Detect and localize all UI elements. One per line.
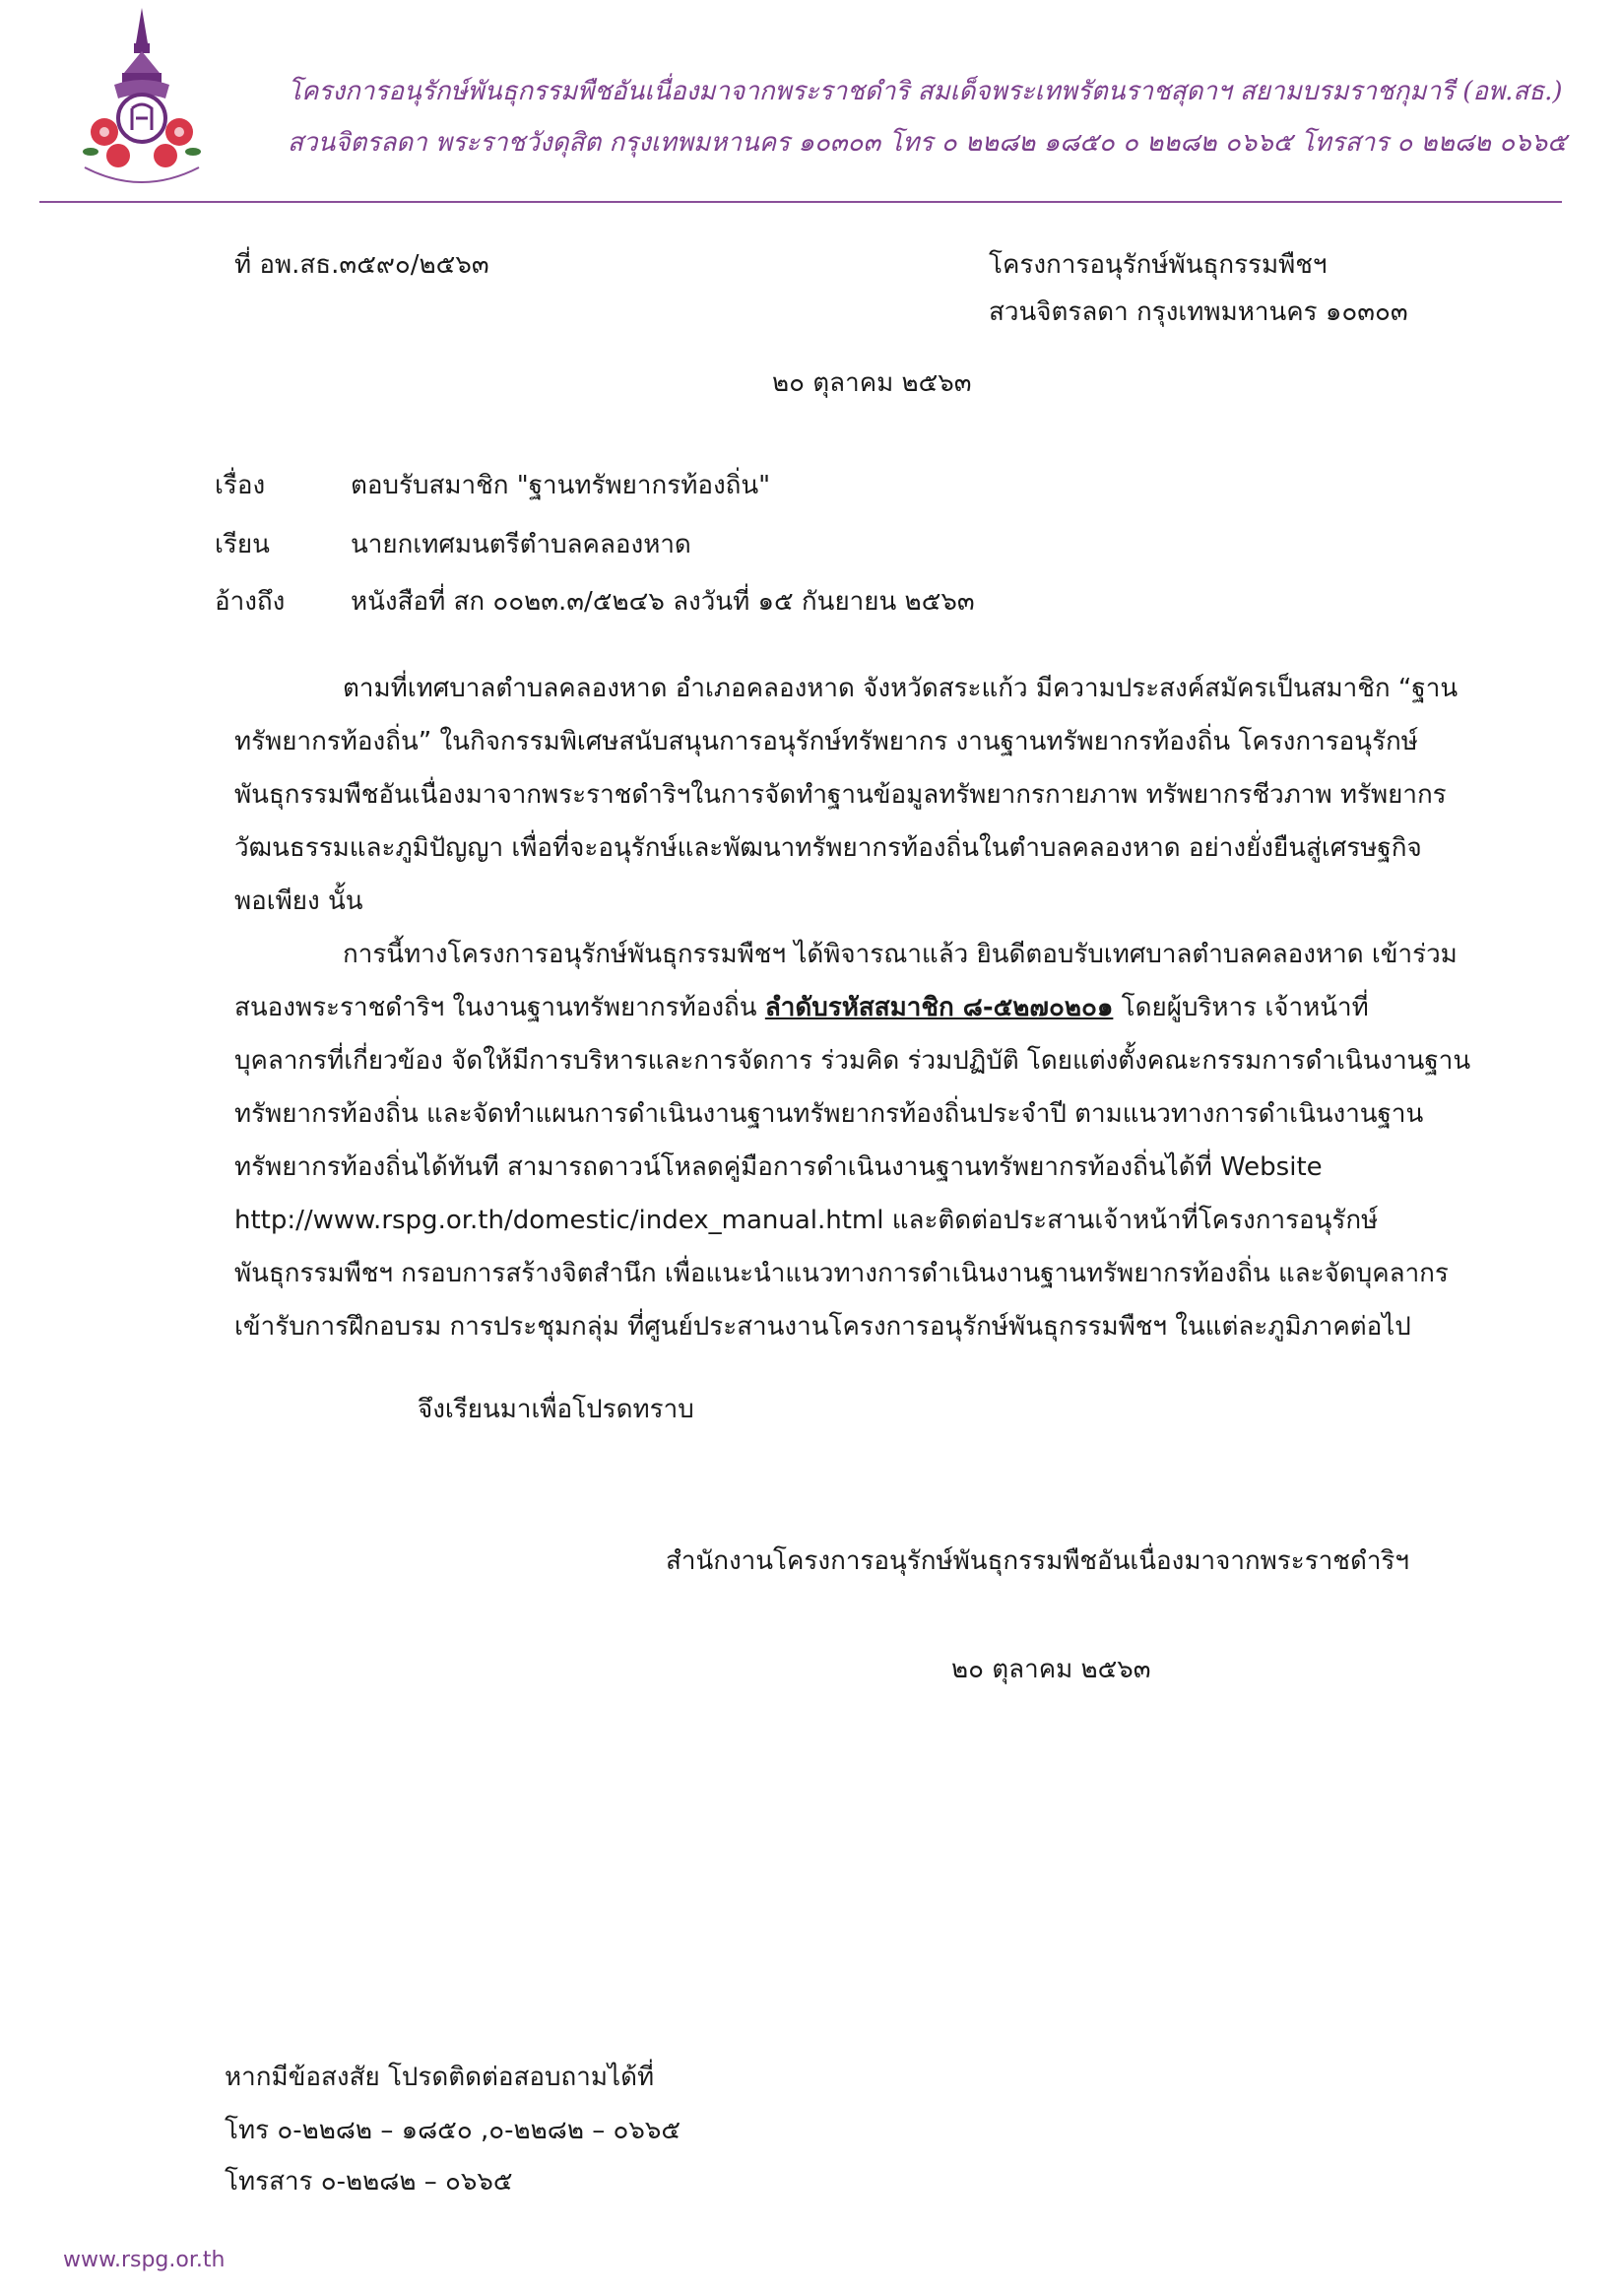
paragraph-1-line: ทรัพยากรท้องถิ่น” ในกิจกรรมพิเศษสนับสนุนการอนุรักษ์ทรัพยากร งานฐานทรัพยากรท้องถิ่น โครงการอนุรักษ์ — [234, 727, 1418, 756]
paragraph-1-line: ตามที่เทศบาลตำบลคลองหาด อำเภอคลองหาด จังหวัดสระแก้ว มีความประสงค์สมัครเป็นสมาชิก “ฐาน — [343, 674, 1459, 703]
contact-fax: โทรสาร ๐-๒๒๘๒ – ๐๖๖๕ — [225, 2167, 513, 2197]
closing-text: จึงเรียนมาเพื่อโปรดทราบ — [418, 1395, 694, 1424]
rspg-emblem-logo — [71, 4, 214, 201]
paragraph-2-line: การนี้ทางโครงการอนุรักษ์พันธุกรรมพืชฯ ได้พิจารณาแล้ว ยินดีตอบรับเทศบาลตำบลคลองหาด เข้าร่วม — [343, 940, 1458, 969]
paragraph-1-line: พันธุกรรมพืชอันเนื่องมาจากพระราชดำริฯในการจัดทำฐานข้อมูลทรัพยากรกายภาพ ทรัพยากรชีวภาพ ทรัพยากร — [234, 780, 1447, 810]
paragraph-2-text: สนองพระราชดำริฯ ในงานฐานทรัพยากรท้องถิ่น — [234, 993, 765, 1022]
reference-label: อ้างถึง — [215, 587, 286, 617]
reference-value: หนังสือที่ สก ๐๐๒๓.๓/๕๒๔๖ ลงวันที่ ๑๕ กันยายน ๒๕๖๓ — [351, 587, 975, 617]
paragraph-2-line: พันธุกรรมพืชฯ กรอบการสร้างจิตสำนึก เพื่อแนะนำแนวทางการดำเนินงานฐานทรัพยากรท้องถิ่น และจัดบุคลากร — [234, 1259, 1449, 1288]
recipient-label: เรียน — [215, 530, 270, 559]
subject-value: ตอบรับสมาชิก "ฐานทรัพยากรท้องถิ่น" — [351, 471, 771, 500]
document-number: ที่ อพ.สธ.๓๕๙๐/๒๕๖๓ — [234, 250, 489, 280]
signature-office: สำนักงานโครงการอนุรักษ์พันธุกรรมพืชอันเนื่องมาจากพระราชดำริฯ — [666, 1546, 1409, 1576]
subject-label: เรื่อง — [215, 471, 266, 500]
sender-line-2: สวนจิตรลดา กรุงเทพมหานคร ๑๐๓๐๓ — [989, 297, 1408, 327]
paragraph-2-line-membership — [234, 993, 1369, 1023]
paragraph-1-line: วัฒนธรรมและภูมิปัญญา เพื่อที่จะอนุรักษ์และพัฒนาทรัพยากรท้องถิ่นในตำบลคลองหาด อย่างยั่งยืนสู่เศรษฐกิจ — [234, 833, 1422, 863]
paragraph-2-line: ทรัพยากรท้องถิ่น และจัดทำแผนการดำเนินงานฐานทรัพยากรท้องถิ่นประจำปี ตามแนวทางการดำเนินงานฐาน — [234, 1099, 1424, 1129]
contact-phone: โทร ๐-๒๒๘๒ – ๑๘๕๐ ,๐-๒๒๘๒ – ๐๖๖๕ — [225, 2116, 681, 2145]
letterhead-line-2: สวนจิตรลดา พระราชวังดุสิต กรุงเทพมหานคร ๑๐๓๐๓ โทร ๐ ๒๒๘๒ ๑๘๕๐ ๐ ๒๒๘๒ ๐๖๖๕ โทรสาร ๐ ๒๒๘๒ ๐๖๖๕ — [288, 128, 1567, 158]
manual-url-line: http://www.rspg.or.th/domestic/index_manual.html และติดต่อประสานเจ้าหน้าที่โครงการอนุรักษ์ — [234, 1206, 1379, 1235]
royal-emblem-icon — [71, 4, 214, 201]
letterhead-line-1: โครงการอนุรักษ์พันธุกรรมพืชอันเนื่องมาจากพระราชดำริ สมเด็จพระเทพรัตนราชสุดาฯ สยามบรมราชกุมารี (อพ.สธ.) — [288, 77, 1563, 106]
paragraph-2-line: บุคลากรที่เกี่ยวข้อง จัดให้มีการบริหารและการจัดการ ร่วมคิด ร่วมปฏิบัติ โดยแต่งตั้งคณะกรรมการดำเนินงานฐาน — [234, 1046, 1471, 1076]
paragraph-1-line: พอเพียง นั้น — [234, 886, 363, 916]
letterhead-divider — [39, 201, 1562, 203]
recipient-value: นายกเทศมนตรีตำบลคลองหาด — [351, 530, 691, 559]
sender-line-1: โครงการอนุรักษ์พันธุกรรมพืชฯ — [989, 250, 1328, 280]
footer-website-link[interactable]: www.rspg.or.th — [63, 2248, 226, 2272]
contact-heading: หากมีข้อสงสัย โปรดติดต่อสอบถามได้ที่ — [225, 2063, 655, 2092]
paragraph-2-text: โดยผู้บริหาร เจ้าหน้าที่ — [1113, 993, 1369, 1022]
paragraph-2-line: เข้ารับการฝึกอบรม การประชุมกลุ่ม ที่ศูนย์ประสานงานโครงการอนุรักษ์พันธุกรรมพืชฯ ในแต่ละภูมิภาคต่อไป — [234, 1312, 1411, 1342]
membership-code: ลำดับรหัสสมาชิก ๘-๕๒๗๐๒๐๑ — [764, 993, 1114, 1022]
paragraph-2-line: ทรัพยากรท้องถิ่นได้ทันที สามารถดาวน์โหลดคู่มือการดำเนินงานฐานทรัพยากรท้องถิ่นได้ที่ Website — [234, 1152, 1323, 1182]
document-date: ๒๐ ตุลาคม ๒๕๖๓ — [772, 368, 972, 398]
signature-date: ๒๐ ตุลาคม ๒๕๖๓ — [951, 1655, 1151, 1684]
